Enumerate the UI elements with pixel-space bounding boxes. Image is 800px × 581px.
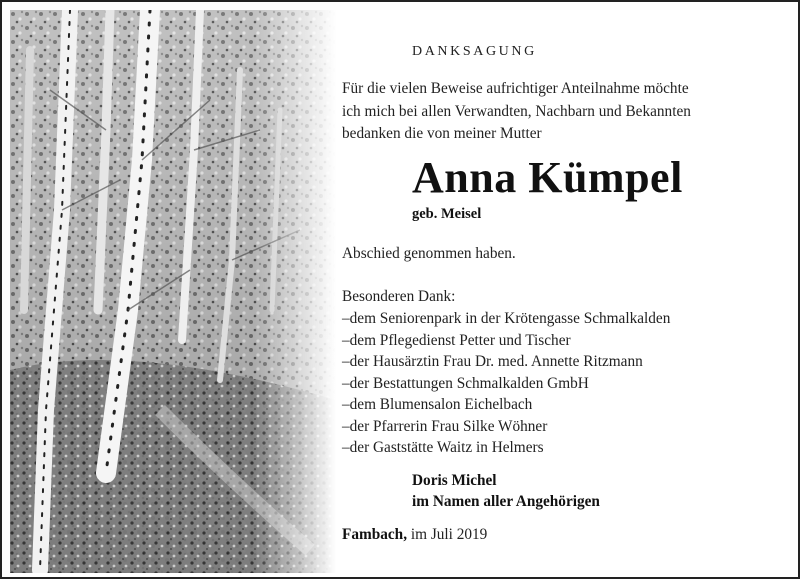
forest-photo xyxy=(10,10,336,573)
intro-line: ich mich bei allen Verwandten, Nachbarn und Bekannten xyxy=(342,103,691,120)
notice-heading: DANKSAGUNG xyxy=(412,44,537,59)
intro-line: bedanken die von meiner Mutter xyxy=(342,125,542,142)
intro-line: Für die vielen Beweise aufrichtiger Anteilnahme möchte xyxy=(342,80,689,97)
notice-text xyxy=(342,2,792,581)
thanks-item: –dem Pflegedienst Petter und Tischer xyxy=(342,332,571,349)
thanks-item: –der Gaststätte Waitz in Helmers xyxy=(342,439,544,456)
signature-line: im Namen aller Angehörigen xyxy=(412,493,600,510)
deceased-name: Anna Kümpel xyxy=(412,153,683,202)
signature-name: Doris Michel xyxy=(412,472,497,489)
farewell-text: Abschied genommen haben. xyxy=(342,245,516,262)
place-town: Fambach, xyxy=(342,526,408,543)
date-text: im Juli 2019 xyxy=(410,526,488,543)
thanks-item: –dem Blumensalon Eichelbach xyxy=(342,396,533,413)
thanks-item: –der Hausärztin Frau Dr. med. Annette Ritzmann xyxy=(342,353,643,370)
thanks-title: Besonderen Dank: xyxy=(342,288,456,305)
thanks-item: –dem Seniorenpark in der Krötengasse Schmalkalden xyxy=(342,310,671,327)
deceased-maiden-name: geb. Meisel xyxy=(412,206,482,222)
thanks-item: –der Bestattungen Schmalkalden GmbH xyxy=(342,375,589,392)
thanks-item: –der Pfarrerin Frau Silke Wöhner xyxy=(342,418,548,435)
place-date xyxy=(342,526,487,544)
